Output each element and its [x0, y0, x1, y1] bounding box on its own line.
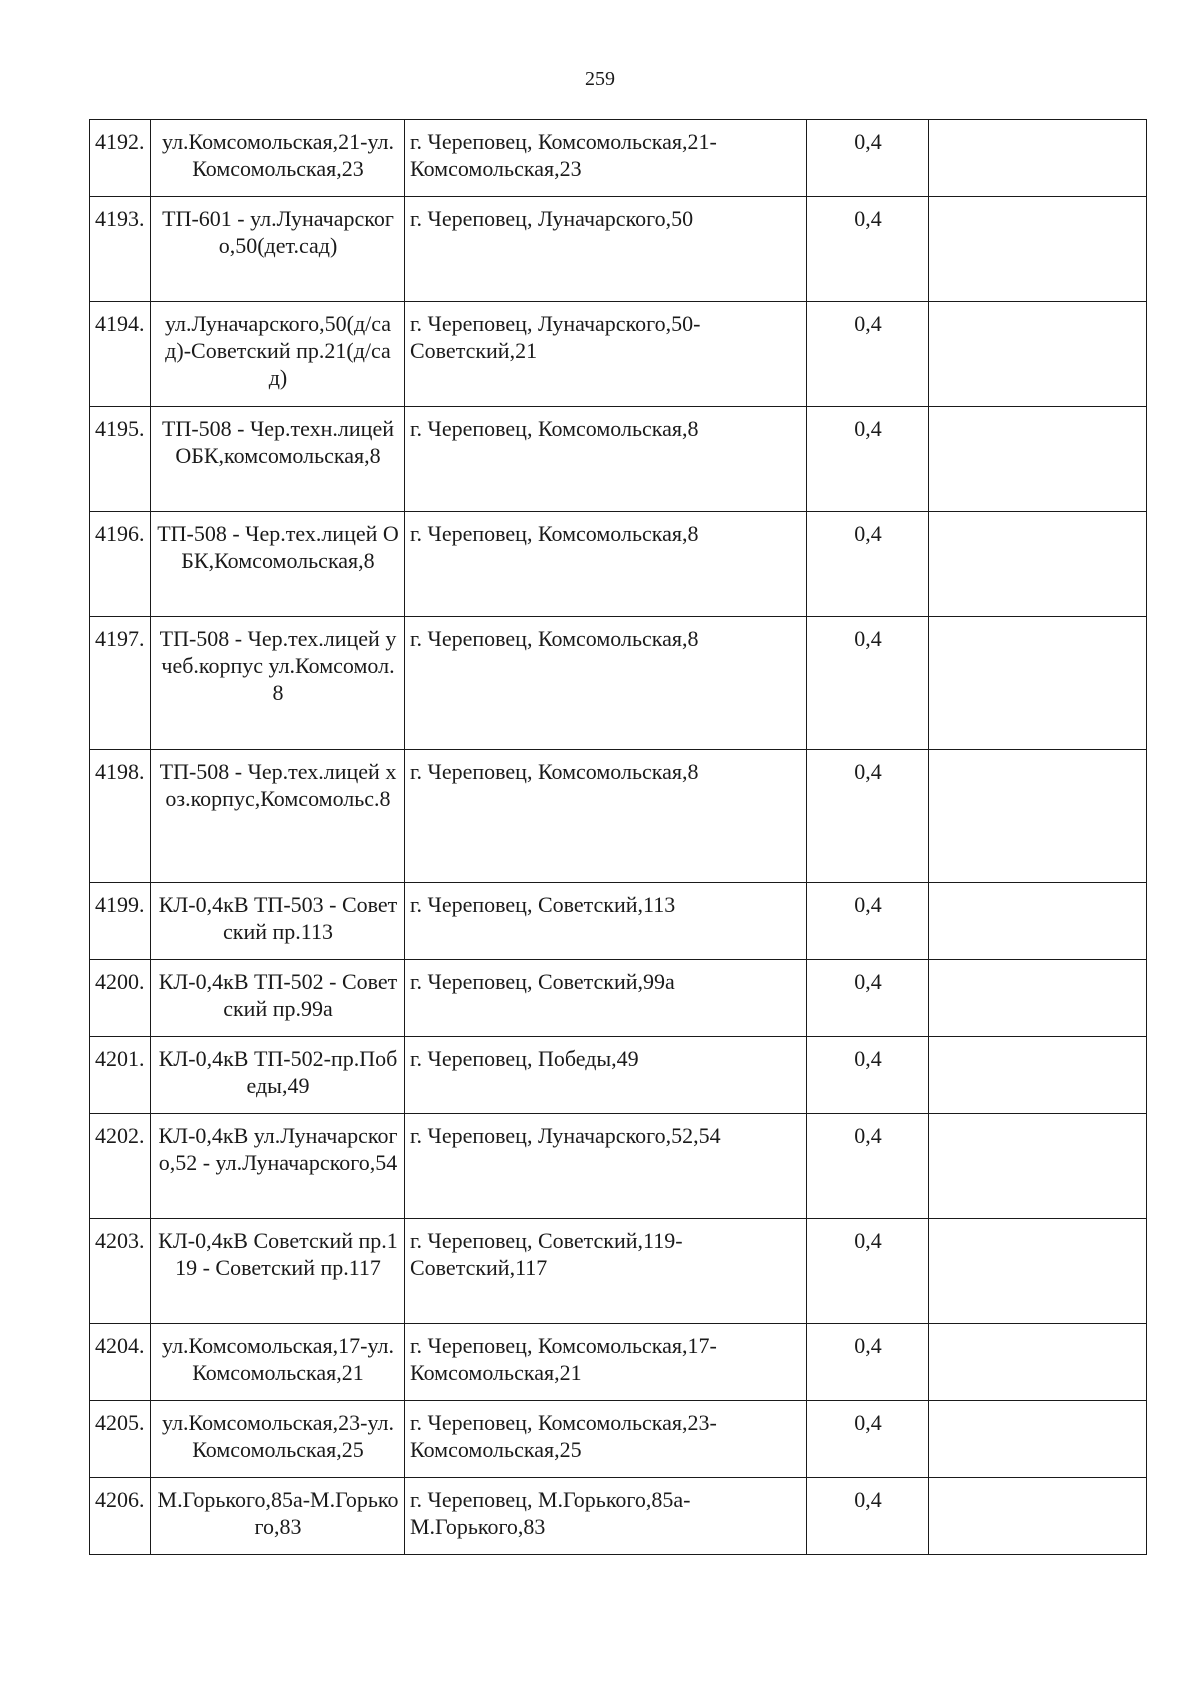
table-row [90, 883, 1147, 960]
empty-cell [929, 883, 1147, 960]
table-row [90, 960, 1147, 1037]
row-number-cell: 4205. [90, 1401, 151, 1478]
address-cell: г. Череповец, Комсомольская,8 [405, 512, 807, 617]
voltage-cell: 0,4 [807, 960, 929, 1037]
object-name-cell: ул.Комсомольская,17-ул.Комсомольская,21 [151, 1324, 405, 1401]
voltage-cell: 0,4 [807, 120, 929, 197]
voltage-cell: 0,4 [807, 883, 929, 960]
table-row [90, 1401, 1147, 1478]
empty-cell [929, 197, 1147, 302]
voltage-cell: 0,4 [807, 1037, 929, 1114]
empty-cell [929, 960, 1147, 1037]
table-row [90, 617, 1147, 750]
object-name-cell: М.Горького,85а-М.Горького,83 [151, 1478, 405, 1555]
voltage-cell: 0,4 [807, 1401, 929, 1478]
registry-table [89, 119, 1147, 1555]
table-row [90, 197, 1147, 302]
address-cell: г. Череповец, Комсомольская,17-Комсомольская,21 [405, 1324, 807, 1401]
object-name-cell: ТП-508 - Чер.техн.лицей ОБК,комсомольская,8 [151, 407, 405, 512]
object-name-cell: КЛ-0,4кВ ул.Луначарского,52 - ул.Луначарского,54 [151, 1114, 405, 1219]
empty-cell [929, 750, 1147, 883]
empty-cell [929, 1219, 1147, 1324]
object-name-cell: КЛ-0,4кВ ТП-502 - Советский пр.99а [151, 960, 405, 1037]
voltage-cell: 0,4 [807, 407, 929, 512]
voltage-cell: 0,4 [807, 1114, 929, 1219]
object-name-cell: ул.Комсомольская,23-ул.Комсомольская,25 [151, 1401, 405, 1478]
table-row [90, 120, 1147, 197]
table-row [90, 1478, 1147, 1555]
voltage-cell: 0,4 [807, 1324, 929, 1401]
row-number-cell: 4203. [90, 1219, 151, 1324]
row-number-cell: 4206. [90, 1478, 151, 1555]
table-row [90, 1324, 1147, 1401]
empty-cell [929, 617, 1147, 750]
address-cell: г. Череповец, Победы,49 [405, 1037, 807, 1114]
table-row [90, 1114, 1147, 1219]
empty-cell [929, 302, 1147, 407]
row-number-cell: 4202. [90, 1114, 151, 1219]
row-number-cell: 4204. [90, 1324, 151, 1401]
address-cell: г. Череповец, Советский,119-Советский,117 [405, 1219, 807, 1324]
empty-cell [929, 120, 1147, 197]
address-cell: г. Череповец, Комсомольская,8 [405, 750, 807, 883]
row-number-cell: 4198. [90, 750, 151, 883]
page-number: 259 [585, 68, 615, 90]
table-row [90, 1219, 1147, 1324]
address-cell: г. Череповец, Комсомольская,8 [405, 407, 807, 512]
address-cell: г. Череповец, М.Горького,85а-М.Горького,83 [405, 1478, 807, 1555]
address-cell: г. Череповец, Луначарского,50 [405, 197, 807, 302]
voltage-cell: 0,4 [807, 750, 929, 883]
voltage-cell: 0,4 [807, 617, 929, 750]
object-name-cell: ул.Комсомольская,21-ул.Комсомольская,23 [151, 120, 405, 197]
address-cell: г. Череповец, Луначарского,52,54 [405, 1114, 807, 1219]
empty-cell [929, 1401, 1147, 1478]
address-cell: г. Череповец, Советский,113 [405, 883, 807, 960]
voltage-cell: 0,4 [807, 1478, 929, 1555]
object-name-cell: КЛ-0,4кВ ТП-502-пр.Победы,49 [151, 1037, 405, 1114]
row-number-cell: 4192. [90, 120, 151, 197]
object-name-cell: ТП-601 - ул.Луначарского,50(дет.сад) [151, 197, 405, 302]
voltage-cell: 0,4 [807, 512, 929, 617]
row-number-cell: 4200. [90, 960, 151, 1037]
table-row [90, 302, 1147, 407]
empty-cell [929, 1114, 1147, 1219]
empty-cell [929, 1037, 1147, 1114]
table-row [90, 407, 1147, 512]
row-number-cell: 4197. [90, 617, 151, 750]
address-cell: г. Череповец, Луначарского,50-Советский,21 [405, 302, 807, 407]
row-number-cell: 4199. [90, 883, 151, 960]
empty-cell [929, 407, 1147, 512]
object-name-cell: ТП-508 - Чер.тех.лицей учеб.корпус ул.Комсомол.8 [151, 617, 405, 750]
voltage-cell: 0,4 [807, 197, 929, 302]
object-name-cell: КЛ-0,4кВ ТП-503 - Советский пр.113 [151, 883, 405, 960]
registry-table-body [90, 120, 1147, 1555]
address-cell: г. Череповец, Комсомольская,8 [405, 617, 807, 750]
object-name-cell: ТП-508 - Чер.тех.лицей ОБК,Комсомольская,8 [151, 512, 405, 617]
table-row [90, 512, 1147, 617]
row-number-cell: 4201. [90, 1037, 151, 1114]
object-name-cell: ТП-508 - Чер.тех.лицей хоз.корпус,Комсомольс.8 [151, 750, 405, 883]
empty-cell [929, 1478, 1147, 1555]
table-row [90, 750, 1147, 883]
address-cell: г. Череповец, Советский,99а [405, 960, 807, 1037]
voltage-cell: 0,4 [807, 1219, 929, 1324]
address-cell: г. Череповец, Комсомольская,21-Комсомольская,23 [405, 120, 807, 197]
object-name-cell: КЛ-0,4кВ Советский пр.119 - Советский пр.117 [151, 1219, 405, 1324]
voltage-cell: 0,4 [807, 302, 929, 407]
empty-cell [929, 512, 1147, 617]
row-number-cell: 4195. [90, 407, 151, 512]
object-name-cell: ул.Луначарского,50(д/сад)-Советский пр.21(д/сад) [151, 302, 405, 407]
row-number-cell: 4194. [90, 302, 151, 407]
address-cell: г. Череповец, Комсомольская,23-Комсомольская,25 [405, 1401, 807, 1478]
table-row [90, 1037, 1147, 1114]
row-number-cell: 4193. [90, 197, 151, 302]
empty-cell [929, 1324, 1147, 1401]
row-number-cell: 4196. [90, 512, 151, 617]
